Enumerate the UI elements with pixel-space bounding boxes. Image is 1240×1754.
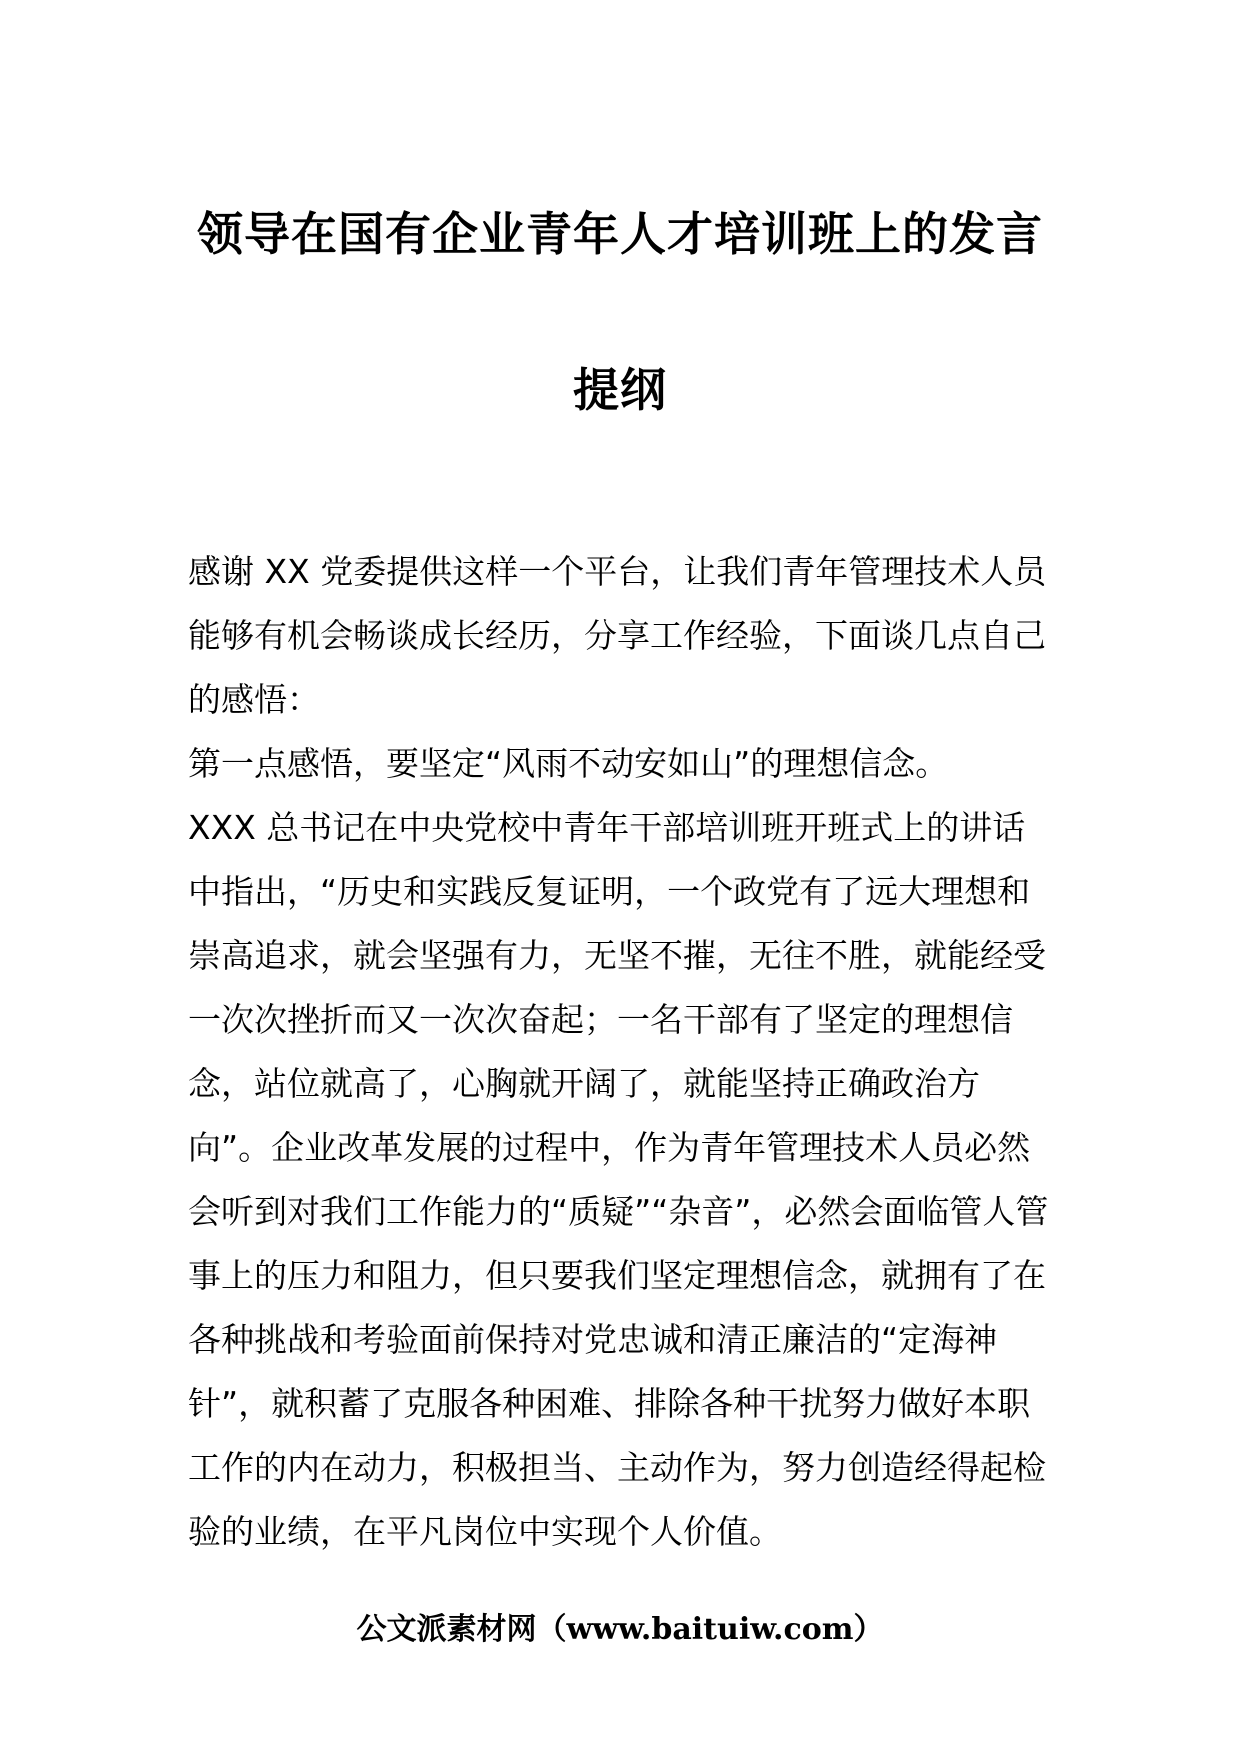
page-footer-source: 公文派素材网（www.baituiw.com）	[356, 1612, 884, 1647]
document-title-line-1: 领导在国有企业青年人才培训班上的发言	[197, 207, 1043, 261]
body-paragraph-quote: XXX 总书记在中央党校中青年干部培训班开班式上的讲话中指出，“历史和实践反复证明，一个政党有了远大理想和崇高追求，就会坚强有力，无坚不摧，无往不胜，就能经受一次次挫折而又一次次奋起；一名干部有了坚定的理想信念，站位就高了，心胸就开阔了，就能坚持正确政治方向”。企业改革发展的过程中，作为青年管理技术人员必然会听到对我们工作能力的“质疑”“杂音”，必然会面临管人管事上的压力和阻力，但只要我们坚定理想信念，就拥有了在各种挑战和考验面前保持对党忠诚和清正廉洁的“定海神针”，就积蓄了克服各种困难、排除各种干扰努力做好本职工作的内在动力，积极担当、主动作为，努力创造经得起检验的业绩，在平凡岗位中实现个人价值。	[188, 808, 1049, 1551]
document-body	[188, 540, 1058, 1564]
body-paragraph-point-one: 第一点感悟，要坚定“风雨不动安如山”的理想信念。	[188, 744, 949, 783]
body-paragraph-intro: 感谢 XX 党委提供这样一个平台，让我们青年管理技术人员能够有机会畅谈成长经历，分享工作经验，下面谈几点自己的感悟：	[188, 552, 1047, 719]
document-title-line-2: 提纲	[573, 363, 667, 417]
